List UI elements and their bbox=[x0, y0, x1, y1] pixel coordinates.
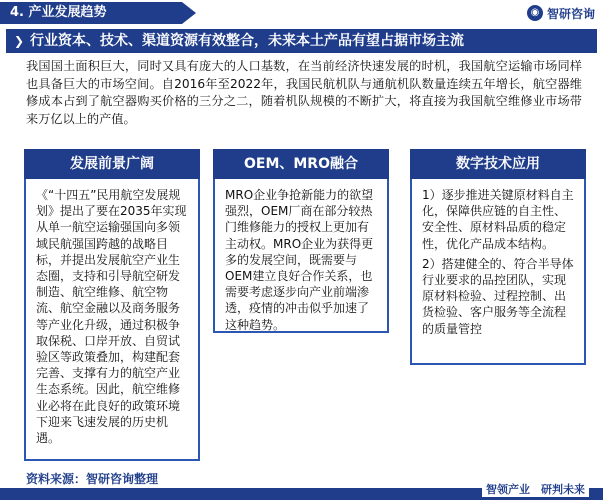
page-title: 行业资本、技术、渠道资源有效整合，未来本土产品有望占据市场主流 bbox=[30, 33, 464, 49]
intro-paragraph: 我国国土面积巨大，同时又具有庞大的人口基数，在当前经济快速发展的时机，我国航空运输市场同样也具备巨大的市场空间。自2016年至2022年，我国民航机队与通航机队数量连续五年增长，航空器维修成本占到了航空器购买价格的三分之二，随着机队规模的不断扩大，将直接为我国航空维修业市场带来万亿以上的产值。 bbox=[26, 59, 582, 126]
card-paragraph: 《“十四五”民用航空发展规划》提出了要在2035年实现从单一航空运输强国向多领域民航强国跨越的战略目标，并提出发展航空产业生态圈，支持和引导航空研发制造、航空维修、航空物流、航空金融以及商务服务等产业化升级，通过积极争取保税、口岸开放、自贸试验区等政策叠加，构建配套完善、支撑有力的航空产业生态系统。因此，航空维修业必将在此良好的政策环境下迎来飞速发展的历史机遇。 bbox=[36, 188, 187, 446]
chevron-right-icon: ❯ bbox=[14, 34, 25, 48]
card-heading: 数字技术应用 bbox=[410, 149, 586, 179]
card-paragraph: MRO企业争抢新能力的欲望强烈，OEM厂商在部分较热门维修能力的授权上更加有主动权。MRO企业为获得更多的发展空间，既需要与OEM建立良好合作关系，也需要考虑逐步向产业前端渗透，疫情的冲击似乎加速了这种趋势。 bbox=[225, 188, 374, 332]
card-oem-mro bbox=[213, 149, 389, 459]
brand-name: 智研咨询 bbox=[546, 6, 595, 21]
card-heading: 发展前景广阔 bbox=[24, 149, 200, 179]
title-banner bbox=[6, 29, 597, 53]
card-paragraph: 2）搭建健全的、符合半导体行业要求的品控团队，实现原材料检验、过程控制、出货检验、客户服务等全流程的质量管控 bbox=[422, 256, 574, 336]
brand bbox=[527, 4, 595, 22]
card-body bbox=[213, 179, 389, 333]
card-body bbox=[410, 179, 586, 365]
source-note: 资料来源：智研咨询整理 bbox=[26, 472, 159, 486]
card-development-prospects bbox=[24, 149, 200, 459]
logo-icon: ◉ bbox=[527, 5, 543, 21]
footer-slogan: 智领产业 研判未来 bbox=[482, 481, 589, 497]
card-body bbox=[24, 179, 200, 461]
top-header bbox=[0, 0, 603, 26]
card-paragraph: 1）逐步推进关键原材料自主化，保障供应链的自主性、安全性、原材料品质的稳定性，优化产品成本结构。 bbox=[422, 188, 574, 251]
section-label: 4. 产业发展趋势 bbox=[0, 2, 182, 24]
card-heading: OEM、MRO融合 bbox=[213, 149, 389, 179]
card-digital-tech bbox=[410, 149, 586, 459]
